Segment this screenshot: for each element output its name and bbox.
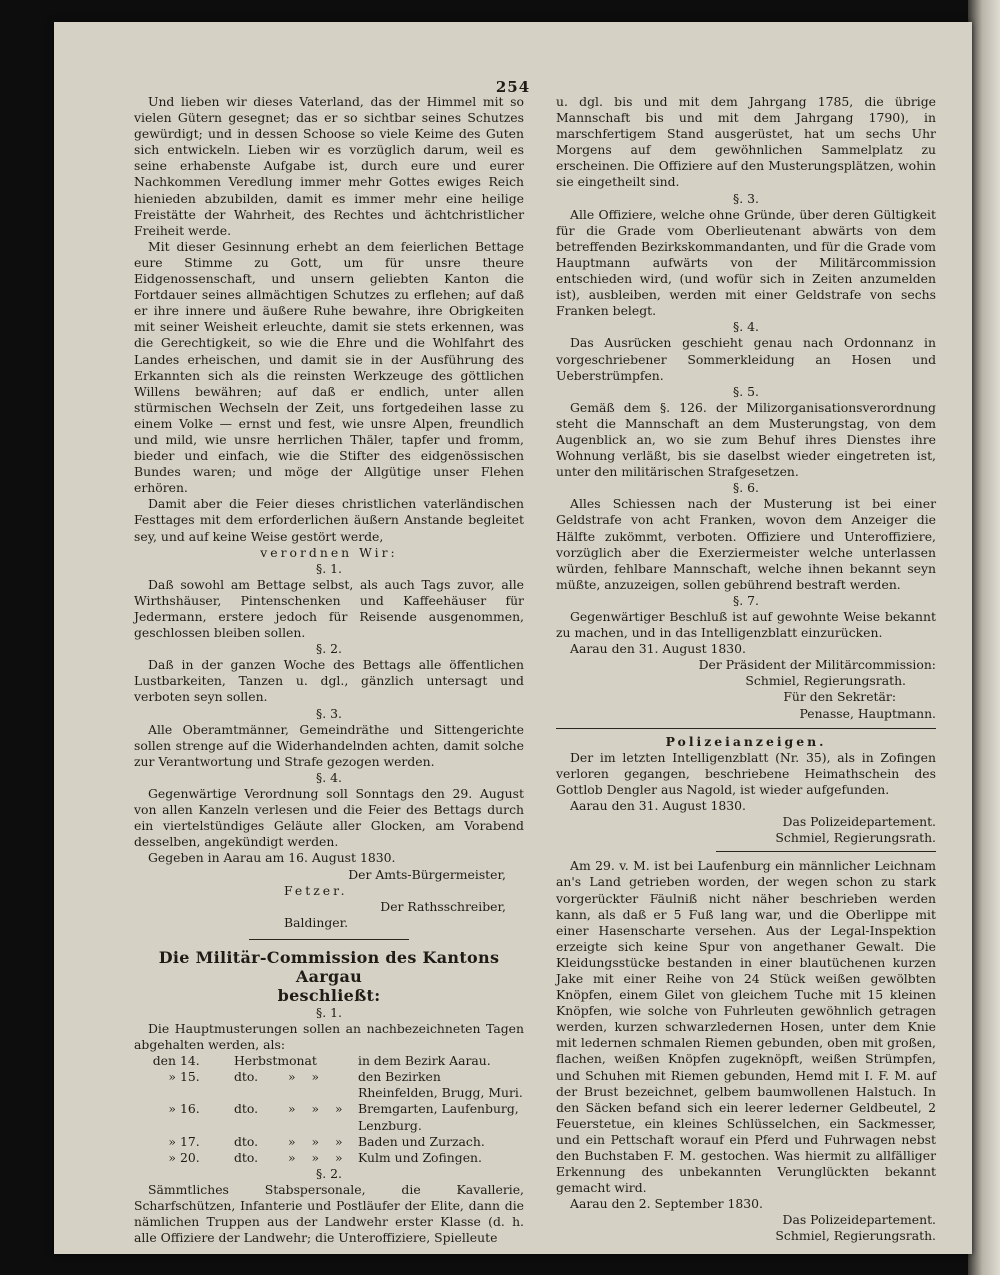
schedule-day: 20. (180, 1149, 200, 1165)
schedule-ditto: » » (288, 1069, 326, 1085)
mil-section-5-label: §. 5. (733, 383, 759, 399)
mil-section-7-label: §. 7. (733, 592, 759, 608)
president-title: Der Präsident der Militärcommission: (698, 657, 936, 673)
mil-section-4-text: Das Ausrücken geschieht genau nach Ordonnanz in vorgeschriebener Sommerkleidung an Hosen und Ueberstrümpfen. (556, 335, 936, 383)
page-number: 254 (495, 78, 531, 96)
right-column (556, 94, 936, 1245)
book-gutter (968, 0, 1000, 1275)
schedule-prefix: » (168, 1149, 176, 1165)
given-date: Gegeben in Aarau am 16. August 1830. (148, 850, 396, 866)
paragraph-feier: Damit aber die Feier dieses christlichen vaterländischen Festtages mit dem erforderlichen äußern Anstande begleitet sey, und auf keine Weise gestört werde, (134, 496, 524, 544)
mil-section-3-text: Alle Offiziere, welche ohne Gründe, über deren Gültigkeit für die Grade vom Oberlieutenant abwärts von dem betreffenden Bezirkskommandanten, und für die Grade vom Hauptmann aufwärts von der Militärcommission entschieden wird, (und wofür sich in Zeiten anzumelden ist), ausbleiben, werden mit einer Geldstrafe von sechs Franken belegt. (556, 206, 936, 319)
schedule-prefix: » (168, 1133, 176, 1149)
muster-schedule (134, 1053, 524, 1166)
schedule-month: dto. (234, 1101, 259, 1117)
schedule-place: Kulm und Zofingen. (358, 1149, 482, 1165)
section-4-label: §. 4. (316, 769, 342, 785)
police-dept-2: Das Polizeidepartement. (782, 1212, 936, 1228)
schedule-place: Baden und Zurzach. (358, 1133, 485, 1149)
schedule-day: 17. (180, 1133, 200, 1149)
schedule-ditto: » » » (288, 1149, 349, 1165)
schedule-month: Herbstmonat (234, 1053, 317, 1069)
divider-right (716, 851, 936, 852)
schedule-day: 16. (180, 1101, 200, 1117)
president-name: Schmiel, Regierungsrath. (745, 673, 906, 689)
schedule-ditto: » » » (288, 1101, 349, 1117)
mil-section-2-text: Sämmtliches Stabspersonale, die Kavallerie, Scharfschützen, Infanterie und Postläufer der Elite, dann die nämlichen Truppen aus der Landwehr erster Klasse (d. h. alle Offiziere der Landwehr; die Unteroffiziere, Spielleute (134, 1181, 524, 1246)
secretary-name: Penasse, Hauptmann. (799, 705, 936, 721)
police-notice-1: Der im letzten Intelligenzblatt (Nr. 35), als in Zofingen verloren gegangen, beschriebene Heimathschein des Gottlob Dengler aus Nagold, ist wieder aufgefunden. (556, 749, 936, 797)
police-dept-1: Das Polizeidepartement. (782, 814, 936, 830)
commission-heading: Die Militär-Commission des Kantons Aargau (158, 947, 500, 986)
police-notice-2-date: Aarau den 2. September 1830. (570, 1196, 763, 1212)
section-4-text: Gegenwärtige Verordnung soll Sonntags den 29. August von allen Kanzeln verlesen und die Feier des Bettags durch ein viertelstündiges Geläute aller Glocken, am Vorabend desselben, angekündigt werden. (134, 786, 524, 850)
section-2-label: §. 2. (316, 641, 342, 657)
schedule-place: Bremgarten, Laufenburg, Lenzburg. (358, 1101, 519, 1133)
schedule-day: 14. (180, 1053, 200, 1069)
mil-section-3-label: §. 3. (733, 190, 759, 206)
schedule-row (134, 1069, 524, 1101)
mil-section-2-label: §. 2. (316, 1165, 342, 1181)
signature-name-1: Fetzer. (284, 882, 348, 898)
police-dept-1-name: Schmiel, Regierungsrath. (775, 830, 936, 846)
commission-date: Aarau den 31. August 1830. (570, 641, 746, 657)
mil-section-6-text: Alles Schiessen nach der Musterung ist bei einer Geldstrafe von acht Franken, wovon dem Anzeiger die Hälfte zukömmt, verboten. Offiziere und Unteroffiziere, vorzüglich aber die Exerziermeister welche unterlassen würden, fehlbare Mannschaft, welche ihnen bekannt seyn müßte, anzuzeigen, sollen gebührend bestraft werden. (556, 496, 936, 592)
schedule-row (134, 1134, 524, 1150)
schedule-day: 15. (180, 1069, 200, 1085)
schedule-row (134, 1101, 524, 1133)
section-1-text: Daß sowohl am Bettage selbst, als auch Tags zuvor, alle Wirthshäuser, Pintenschenken und Kaffeehäuser für Jedermann, erstere jedoch für Reisende ausgenommen, geschlossen bleiben sollen. (134, 576, 524, 641)
schedule-place: den Bezirken Rheinfelden, Brugg, Muri. (358, 1069, 523, 1101)
schedule-row (134, 1150, 524, 1166)
mil-section-6-label: §. 6. (733, 480, 759, 496)
paragraph-vaterland: Und lieben wir dieses Vaterland, das der Himmel mit so vielen Gütern gesegnet; das er so sichtbar seines Schutzes gewürdigt; und in dessen Schoose so viele Keime des Guten sich entwickeln. Lieben wir es vorzüglich darum, weil es seine erhabenste Aufgabe ist, durch eure und eurer Nachkommen Veredlung immer mehr Gottes ewiges Reich hienieden abzubilden, damit es immer mehr eine heilige Freistätte der Wahrheit, des Rechtes und ächtchristlicher Freiheit werde. (134, 94, 524, 238)
signature-title-1: Der Amts-Bürgermeister, (348, 866, 506, 882)
schedule-ditto: » » » (288, 1133, 349, 1149)
continued-text: u. dgl. bis und mit dem Jahrgang 1785, die übrige Mannschaft bis und mit dem Jahrgang 1790), in marschfertigem Stand ausgerüstet, hat um sechs Uhr Morgens auf dem gewöhnlichen Sammelplatz zu erscheinen. Die Offiziere auf den Musterungsplätzen, wohin sie eingetheilt sind. (556, 94, 936, 190)
schedule-month: dto. (234, 1069, 259, 1085)
mil-section-7-text: Gegenwärtiger Beschluß ist auf gewohnte Weise bekannt zu machen, und in das Intelligenzblatt einzurücken. (556, 609, 936, 641)
verordnen-line: verordnen Wir: (260, 544, 398, 560)
section-3-text: Alle Oberamtmänner, Gemeindräthe und Sittengerichte sollen strenge auf die Widerhandelnden achten, damit solche zur Verantwortung und Strafe gezogen werden. (134, 721, 524, 769)
mil-section-1-label: §. 1. (316, 1004, 342, 1020)
paragraph-gesinnung: Mit dieser Gesinnung erhebt an dem feierlichen Bettage eure Stimme zu Gott, um für unsre theure Eidgenossenschaft, und unsern geliebten Kanton die Fortdauer seines allmächtigen Schutzes zu erflehen; auf daß er ihre innere und äußere Ruhe bewahre, ihre Obrigkeiten mit seiner Weisheit erleuchte, damit sie stets erkennen, was die Gerechtigkeit, so wie die Ehre und die Wohlfahrt des Landes erheischen, und damit sie in der Ausführung des Erkannten sich als die reinsten Werkzeuge des göttlichen Willens bewähren; auf daß er endlich, unter allen stürmischen Wechseln der Zeit, uns fortgedeihen lasse zu einem Volke — ernst und fest, wie unsre Alpen, freundlich und mild, wie unsre herrlichen Thäler, tapfer und fromm, bieder und einfach, wie die Stifter des eidgenössischen Bundes waren; und möge der Allgütige unser Flehen erhören. (134, 238, 524, 496)
signature-title-2: Der Rathsschreiber, (380, 898, 506, 914)
schedule-place: in dem Bezirk Aarau. (358, 1053, 491, 1069)
section-3-label: §. 3. (316, 705, 342, 721)
commission-subheading: beschließt: (277, 985, 381, 1005)
mil-section-4-label: §. 4. (733, 319, 759, 335)
police-notice-2: Am 29. v. M. ist bei Laufenburg ein männlicher Leichnam an's Land getrieben worden, der wegen schon zu stark vorgerückter Fäulniß nicht näher beschrieben werden kann, als daß er 5 Fuß lang war, und die Oberlippe mit einer Hasenscharte versehen. Aus der Legal-Inspektion erzeigte sich keine Spur von angethaner Gewalt. Die Kleidungsstücke bestanden in einer blautüchenen kurzen Jake mit einer Reihe von 24 Stück weißen gewölbten Knöpfen, einem Gilet von gleichem Tuche mit 15 kleinen Knöpfen, wie solche von Fuhrleuten gewöhnlich getragen werden, kurzen schwarzledernen Hosen, unter dem Knie mit ledernen schmalen Riemen gebunden, oben mit großen, flachen, weißen Knöpfen zugeknöpft, weißen Strümpfen, und Schuhen mit Riemen gebunden, Hemd mit I. F. M. auf der Brust bezeichnet, gelbem baumwollenen Halstuch. In den Säcken befand sich ein leerer lederner Geldbeutel, 2 Feuerstetue, ein kleines Schlüsselchen, ein Sackmesser, und ein Pettschaft worauf ein Pferd und Fuhrwagen nebst den Buchstaben F. M. gestochen. Was hiermit zu allfälliger Erkennung des unbekannten Verunglückten bekannt gemacht wird. (556, 858, 936, 1196)
mil-section-1-text: Die Hauptmusterungen sollen an nachbezeichneten Tagen abgehalten werden, als: (134, 1020, 524, 1053)
police-heading: Polizeianzeigen. (665, 733, 827, 749)
schedule-prefix: den (152, 1053, 176, 1069)
schedule-row (134, 1053, 524, 1069)
left-column (134, 94, 524, 1246)
signature-name-2: Baldinger. (284, 914, 349, 930)
schedule-prefix: » (168, 1101, 176, 1117)
schedule-prefix: » (168, 1069, 176, 1085)
section-1-label: §. 1. (316, 560, 342, 576)
divider-full (556, 728, 936, 729)
schedule-month: dto. (234, 1133, 259, 1149)
mil-section-5-text: Gemäß dem §. 126. der Milizorganisationsverordnung steht die Mannschaft an dem Musterungstag, von dem Augenblick an, wo sie zum Behuf ihres Dienstes ihre Wohnung verläßt, bis sie daselbst wieder eingetreten ist, unter den militärischen Strafgesetzen. (556, 399, 936, 480)
secretary-title: Für den Sekretär: (783, 689, 896, 705)
divider-short (249, 939, 409, 940)
police-dept-2-name: Schmiel, Regierungsrath. (775, 1228, 936, 1244)
police-notice-1-date: Aarau den 31. August 1830. (570, 798, 746, 814)
section-2-text: Daß in der ganzen Woche des Bettags alle öffentlichen Lustbarkeiten, Tanzen u. dgl., gänzlich untersagt und verboten seyn sollen. (134, 657, 524, 705)
schedule-month: dto. (234, 1149, 259, 1165)
